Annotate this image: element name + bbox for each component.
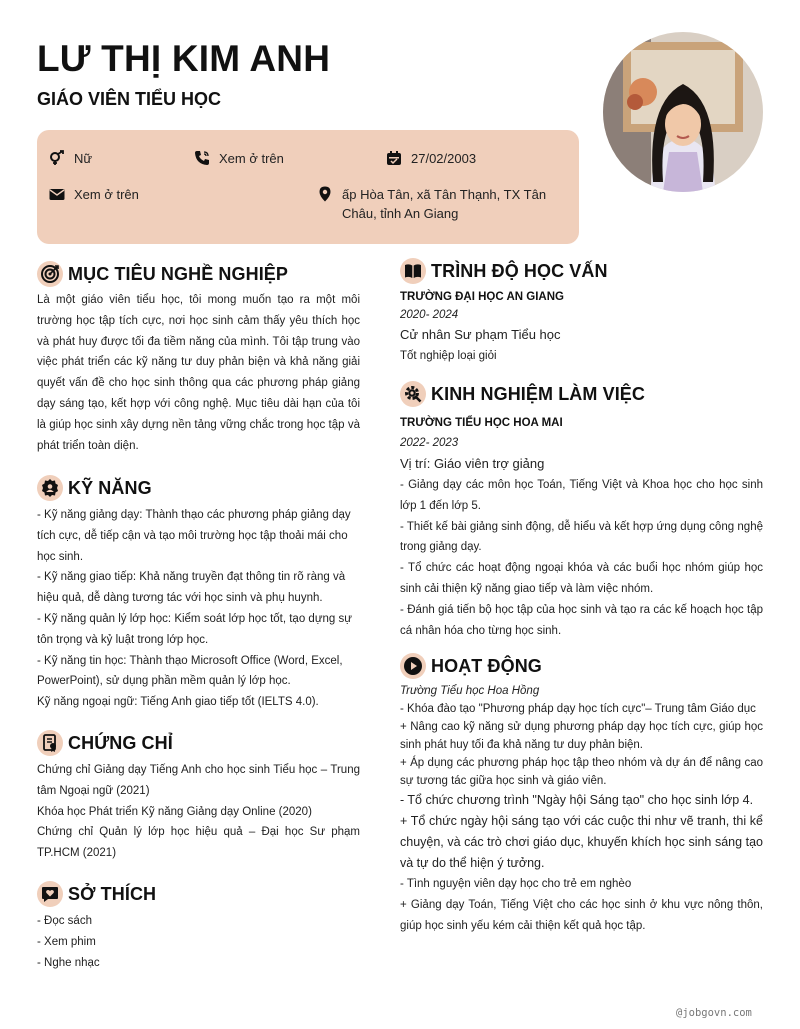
experience-title: KINH NGHIỆM LÀM VIỆC xyxy=(431,383,646,404)
certificates-heading xyxy=(37,730,173,756)
email-item xyxy=(49,185,139,204)
phone-icon xyxy=(194,150,210,166)
birthday-text: 27/02/2003 xyxy=(411,151,477,166)
footer-watermark: @jobgovn.com xyxy=(676,1007,752,1019)
experience-heading xyxy=(400,381,645,407)
hobby-item: - Nghe nhạc xyxy=(37,956,100,969)
experience-item: - Thiết kế bài giảng sinh động, dễ hiểu và kết hợp ứng dụng công nghệ trong giảng dạy. xyxy=(400,520,763,554)
company-name: TRƯỜNG TIỂU HỌC HOA MAI xyxy=(400,417,563,429)
experience-item: - Đánh giá tiến bộ học tập của học sinh và tạo ra các kế hoạch học tập cá nhân hóa cho từng học sinh. xyxy=(400,603,763,637)
gear-icon xyxy=(400,381,426,407)
certificate-icon xyxy=(37,730,63,756)
activity-item: + Tổ chức ngày hội sáng tạo với các cuộc thi như vẽ tranh, thi kể chuyện, và các trò chơi giáo dục, khuyến khích học sinh sáng tạo và tự do thể hiện ý tưởng. xyxy=(400,814,763,870)
address-line-2: Châu, tỉnh An Giang xyxy=(342,206,459,221)
experience-item: - Tổ chức các hoạt động ngoại khóa và các buổi học nhóm giúp học sinh cải thiện kỹ năng giao tiếp và làm việc nhóm. xyxy=(400,562,763,595)
avatar xyxy=(603,32,763,192)
hobbies-title: SỞ THÍCH xyxy=(68,883,157,904)
school-name: TRƯỜNG ĐẠI HỌC AN GIANG xyxy=(400,291,564,303)
birthday-item xyxy=(386,149,476,168)
certificates-list xyxy=(37,760,360,864)
gender-item xyxy=(49,149,92,168)
certificate-item: Chứng chỉ Quản lý lớp học hiệu quả – Đại học Sư phạm TP.HCM (2021) xyxy=(37,826,360,860)
gender-text: Nữ xyxy=(74,151,93,166)
activity-item: + Giảng dạy Toán, Tiếng Việt cho các học sinh ở khu vực nông thôn, giúp học sinh yếu kém cải thiện kết quả học tập. xyxy=(400,899,763,932)
phone-item xyxy=(194,149,284,168)
address-line-1: ấp Hòa Tân, xã Tân Thạnh, TX Tân xyxy=(342,187,547,202)
heart-chat-icon xyxy=(37,881,63,907)
gender-icon xyxy=(49,150,65,166)
certificate-item: Khóa học Phát triển Kỹ năng Giảng dạy Online (2020) xyxy=(37,805,312,818)
skills-list xyxy=(37,505,360,713)
hobbies-heading xyxy=(37,881,156,907)
hobby-item: - Xem phim xyxy=(37,935,96,948)
skill-item: - Kỹ năng giảng dạy: Thành thạo các phương pháp giảng dạy tích cực, dễ tiếp cận và tạo môi trường học tập thoải mái cho học sinh. xyxy=(37,509,351,563)
experience-item: - Giảng dạy các môn học Toán, Tiếng Việt và Khoa học cho học sinh lớp 1 đến lớp 5. xyxy=(400,479,763,512)
phone-text: Xem ở trên xyxy=(219,151,284,166)
education-heading xyxy=(400,258,608,284)
activity-item: + Nâng cao kỹ năng sử dụng phương pháp dạy học tích cực, giúp học sinh phát huy tối đa khả năng tư duy phản biện. xyxy=(400,721,763,751)
objective-text: Là một giáo viên tiểu học, tôi mong muốn tạo ra một môi trường học tập tích cực, nơi học sinh cảm thấy yêu thích học và phát huy được tối đa tiềm năng của mình. Tôi tập trung vào việc phát triển các kỹ năng tư duy phản biện và khả năng giải quyết vấn đề cho học sinh thông qua các phương pháp giảng dạy sáng tạo, kết hợp với công nghệ. Mục tiêu dài hạn của tôi là giúp học sinh xây dựng nền tảng vững chắc trong học tập và phát triển toàn diện. xyxy=(37,294,360,452)
position: Vị trí: Giáo viên trợ giảng xyxy=(400,456,545,471)
experience-period: 2022- 2023 xyxy=(400,437,459,449)
address-item xyxy=(317,185,546,223)
skill-item: - Kỹ năng quản lý lớp học: Kiểm soát lớp học tốt, tạo dựng sự tôn trọng và kỷ luật trong lớp học. xyxy=(37,612,352,646)
skills-icon xyxy=(37,475,63,501)
job-title: GIÁO VIÊN TIỂU HỌC xyxy=(37,89,222,109)
certificates-title: CHỨNG CHỈ xyxy=(68,732,173,753)
activity-item: - Tình nguyện viên dạy học cho trẻ em nghèo xyxy=(400,878,632,890)
education-title: TRÌNH ĐỘ HỌC VẤN xyxy=(431,260,608,281)
activities-org: Trường Tiểu học Hoa Hồng xyxy=(400,685,540,697)
skill-item: - Kỹ năng tin học: Thành thạo Microsoft Office (Word, Excel, PowerPoint), sử dụng phần mềm quản lý lớp học. xyxy=(37,654,343,688)
certificate-item: Chứng chỉ Giảng dạy Tiếng Anh cho học sinh Tiểu học – Trung tâm Ngoại ngữ (2021) xyxy=(37,764,360,797)
book-icon xyxy=(400,258,426,284)
education-period: 2020- 2024 xyxy=(400,309,459,321)
experience-block xyxy=(400,414,763,641)
activity-item: - Tổ chức chương trình "Ngày hội Sáng tạo" cho học sinh lớp 4. xyxy=(400,793,754,807)
activity-item: + Áp dụng các phương pháp học tập theo nhóm và dự án để nâng cao sự tương tác giữa học sinh và giáo viên. xyxy=(400,757,763,787)
hobbies-list xyxy=(37,911,360,973)
skills-heading xyxy=(37,475,152,501)
activities-block xyxy=(400,682,763,937)
skill-item: Kỹ năng ngoại ngữ: Tiếng Anh giao tiếp tốt (IELTS 4.0). xyxy=(37,696,319,709)
objective-title: MỤC TIÊU NGHỀ NGHIỆP xyxy=(68,263,289,284)
degree: Cử nhân Sư phạm Tiểu học xyxy=(400,327,561,342)
calendar-icon xyxy=(386,150,402,166)
map-pin-icon xyxy=(317,186,333,202)
activities-heading xyxy=(400,653,542,679)
education-block xyxy=(400,288,763,366)
envelope-icon xyxy=(49,186,65,202)
objective-heading xyxy=(37,261,288,287)
activity-item: - Khóa đào tạo "Phương pháp dạy học tích cực"– Trung tâm Giáo dục xyxy=(400,703,756,715)
skills-title: KỸ NĂNG xyxy=(68,477,152,498)
address-text xyxy=(342,185,546,223)
contact-info-box xyxy=(37,130,579,244)
activities-title: HOẠT ĐỘNG xyxy=(431,655,542,676)
play-icon xyxy=(400,653,426,679)
candidate-name: LƯ THỊ KIM ANH xyxy=(37,38,331,79)
target-icon xyxy=(37,261,63,287)
education-result: Tốt nghiệp loại giỏi xyxy=(400,350,497,362)
skill-item: - Kỹ năng giao tiếp: Khả năng truyền đạt thông tin rõ ràng và hiệu quả, dễ dàng tương tác với học sinh và phụ huynh. xyxy=(37,571,346,605)
email-text: Xem ở trên xyxy=(74,187,139,202)
hobby-item: - Đọc sách xyxy=(37,915,92,927)
